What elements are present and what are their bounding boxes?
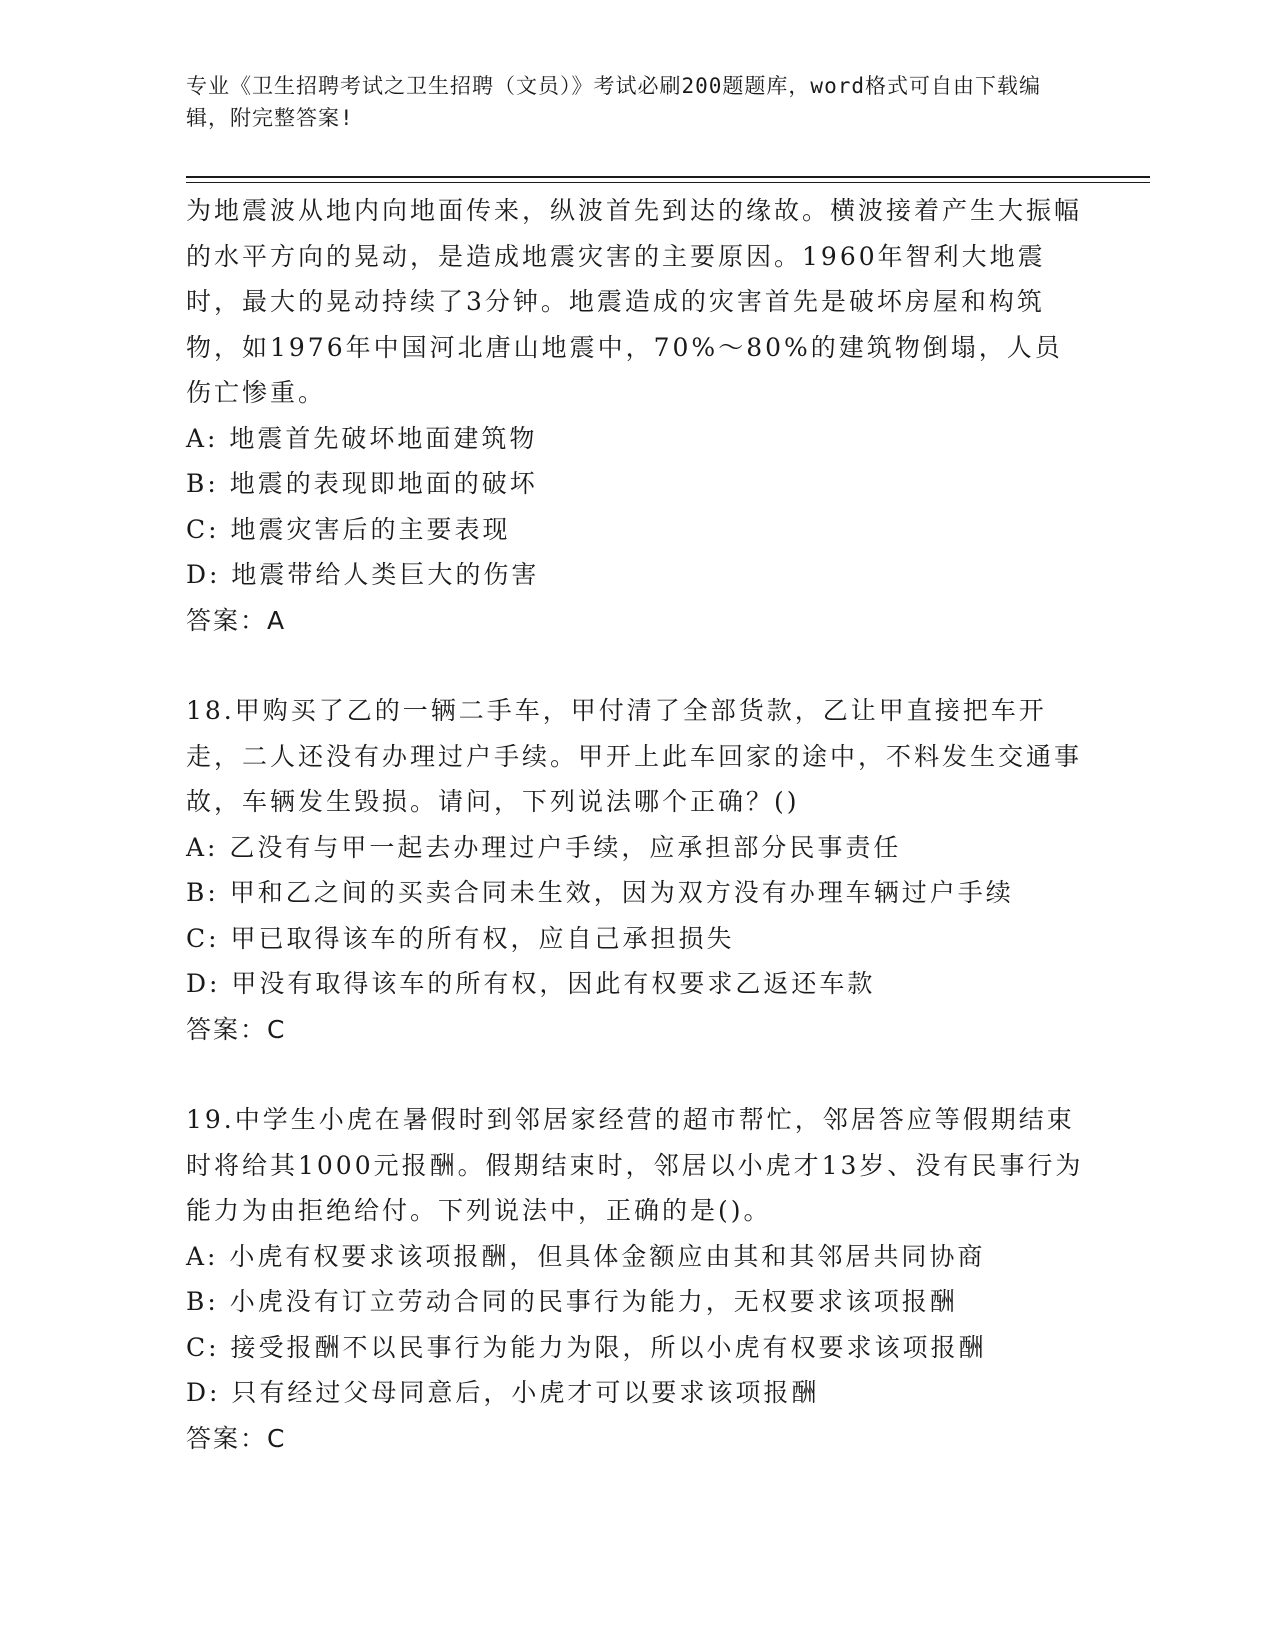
option-b: B: 地震的表现即地面的破坏: [186, 469, 538, 498]
option-a: A: 乙没有与甲一起去办理过户手续，应承担部分民事责任: [186, 832, 902, 862]
option-c: C: 接受报酬不以民事行为能力为限，所以小虎有权要求该项报酬: [186, 1332, 987, 1362]
answer-line: 答案：A: [186, 605, 287, 635]
option-a: A: 小虎有权要求该项报酬，但具体金额应由其和其邻居共同协商: [186, 1241, 986, 1271]
question-block-18: [186, 688, 1086, 1052]
question-passage: 为地震波从地内向地面传来，纵波首先到达的缘故。横波接着产生大振幅的水平方向的晃动，是造成地震灾害的主要原因。1960年智利大地震时，最大的晃动持续了3分钟。地震造成的灾害首先是破坏房屋和构筑物，如1976年中国河北唐山地震中，70%～80%的建筑物倒塌，人员伤亡惨重。: [186, 196, 1083, 407]
option-b: B: 甲和乙之间的买卖合同未生效，因为双方没有办理车辆过户手续: [186, 878, 1014, 907]
question-block-17: [186, 188, 1086, 643]
document-body: [186, 188, 1086, 1461]
header-divider: [186, 176, 1150, 183]
option-d: D: 只有经过父母同意后，小虎才可以要求该项报酬: [186, 1378, 820, 1407]
option-a: A: 地震首先破坏地面建筑物: [186, 423, 538, 453]
option-c: C: 甲已取得该车的所有权，应自己承担损失: [186, 923, 735, 953]
question-block-19: [186, 1097, 1086, 1461]
page-header-title: 专业《卫生招聘考试之卫生招聘（文员）》考试必刷200题题库，word格式可自由下载编辑，附完整答案!: [186, 74, 1041, 130]
option-c: C: 地震灾害后的主要表现: [186, 514, 511, 544]
answer-line: 答案：C: [186, 1014, 287, 1044]
option-b: B: 小虎没有订立劳动合同的民事行为能力，无权要求该项报酬: [186, 1287, 958, 1316]
option-d: D: 甲没有取得该车的所有权，因此有权要求乙返还车款: [186, 969, 876, 998]
question-stem: 18.甲购买了乙的一辆二手车，甲付清了全部货款，乙让甲直接把车开走，二人还没有办理过户手续。甲开上此车回家的途中，不料发生交通事故，车辆发生毁损。请问，下列说法哪个正确？(): [186, 696, 1083, 816]
option-d: D: 地震带给人类巨大的伤害: [186, 560, 540, 589]
answer-line: 答案：C: [186, 1423, 287, 1453]
question-stem: 19.中学生小虎在暑假时到邻居家经营的超市帮忙，邻居答应等假期结束时将给其1000元报酬。假期结束时，邻居以小虎才13岁、没有民事行为能力为由拒绝给付。下列说法中，正确的是()。: [186, 1105, 1084, 1225]
spacer: [186, 643, 1086, 688]
spacer: [186, 1052, 1086, 1097]
